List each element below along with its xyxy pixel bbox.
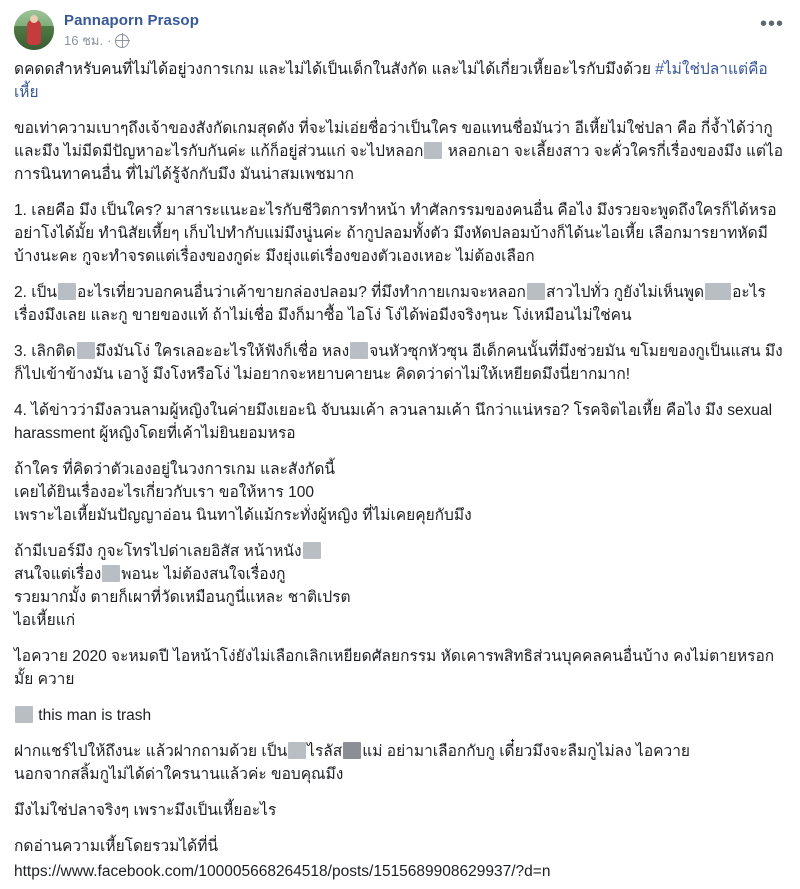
author-name[interactable]: Pannaporn Prasop (64, 12, 199, 29)
redaction-block (303, 542, 321, 559)
redaction-block (350, 342, 368, 359)
redaction-block (77, 342, 95, 359)
post-link[interactable]: https://www.facebook.com/100005668264518/posts/1515689908629937/?d=n (14, 863, 551, 880)
redaction-block (15, 706, 33, 723)
more-options-icon[interactable]: ••• (759, 13, 784, 35)
post-footer (14, 858, 786, 883)
post-paragraph: กดอ่านความเหี้ยโดยรวมได้ที่นี่ (14, 838, 219, 855)
post-paragraph: ถ้ามีเบอร์มึง กูจะโทรไปด่าเลยอิสัส หน้าหนัง สนใจแต่เรื่อง พอนะ ไม่ต้องสนใจเรื่องกู รวยมากมั้ง ตายก็เผาที่วัดเหมือนกูนี่แหละ ชาติเปรต ไอเหี้ยแก่ (14, 543, 351, 629)
avatar[interactable] (14, 10, 54, 50)
redaction-block (343, 742, 361, 759)
post-paragraph: 3. เลิกติด มึงมันโง่ ใครเลอะอะไรให้ฟังก็เชื่อ หลง จนหัวซุกหัวซุน อีเด็กคนนั้นที่มึงช่วยมัน ขโมยของกูเป็นแสน มึงก็ไปเข้าข้างมัน เอางู้ มึงโงหรือโง่ ไม่อยากจะหยาบคายนะ คิดดว่าด่าไม่ให้เหยียดมึงนี่ยากมาก! (14, 343, 783, 383)
author-block (64, 10, 199, 49)
post-paragraph: ดคดดสำหรับคนที่ไม่ได้อยู่วงการเกม และไม่ได้เป็นเด็กในสังกัด และไม่ได้เกี่ยวเหี้ยอะไรกับมึงด้วย #ไม่ใช่ปลาแต่คือเหี้ย (14, 61, 768, 101)
hashtag-link[interactable]: #ไม่ใช่ปลาแต่คือเหี้ย (14, 61, 768, 101)
post-paragraph: 4. ได้ข่าวว่ามึงลวนลามผู้หญิงในค่ายมึงเยอะนิ จับนมเค้า ลวนลามเค้า นึกว่าแน่หรอ? โรคจิตไอเหี้ย คือไง มึง sexual harassment ผู้หญิงโดยที่เค้าไม่ยินยอมหรอ (14, 402, 773, 442)
post-paragraph: ไอควาย 2020 จะหมดปี ไอหน้าโง่ยังไม่เลือกเลิกเหยียดศัลยกรรม หัดเคารพสิทธิส่วนบุคคลคนอื่นบ้าง คงไม่ตายหรอกมั้ย ควาย (14, 648, 775, 688)
post-paragraph: ถ้าใคร ที่คิดว่าตัวเองอยู่ในวงการเกม และสังกัดนี้ เคยได้ยินเรื่องอะไรเกี่ยวกับเรา ขอให้หาร 100 เพราะไอเหี้ยมันปัญญาอ่อน นินทาได้แม้กระทั่งผู้หญิง ที่ไม่เคยคุยกับมึง (14, 461, 472, 524)
post-paragraph: 2. เป็น อะไรเที่ยวบอกคนอื่นว่าเค้าขายกล่องปลอม? ที่มึงทำกายเกมจะหลอก สาวไปทั่ว กูยังไม่เห็นพูด อะไรเรื่องมึงเลย และกู ขายของแท้ ถ้าไม่เชื่อ มึงก็มาซื้อ ไอโง่ โง่ได้พ่อมีงจริงๆนะ โง่เหมือนไม่ใช่คน (14, 284, 766, 324)
redaction-block (102, 565, 120, 582)
post-meta (64, 32, 199, 49)
redaction-block (58, 283, 76, 300)
redaction-block (705, 283, 731, 300)
meta-separator: · (107, 33, 112, 48)
post-body (14, 58, 786, 858)
redaction-block (424, 142, 442, 159)
redaction-block (527, 283, 545, 300)
post-paragraph: มึงไม่ใช่ปลาจริงๆ เพราะมึงเป็นเหี้ยอะไร (14, 802, 277, 819)
post-header (14, 10, 786, 50)
redaction-block (288, 742, 306, 759)
post-paragraph: this man is trash (14, 704, 786, 727)
post-paragraph: ฝากแชร์ไปให้ถึงนะ แล้วฝากถามด้วย เป็น ไรลัส แม่ อย่ามาเลือกกับกู เดี๋ยวมึงจะลืมกูไม่ลง ไอควาย นอกจากสลิ้มกูไม่ได้ด่าใครนานแล้วค่ะ ขอบคุณมึง (14, 743, 690, 783)
post-paragraph: ขอเท่าความเบาๆถึงเจ้าของสังกัดเกมสุดดัง ที่จะไม่เอ่ยชื่อว่าเป็นใคร ขอแทนชื่อมันว่า อีเหี้ยไม่ใช่ปลา คือ กี่จ้ำได้ว่ากู และมึง ไม่มีดมีปัญหาอะไรกับกันค่ะ แก้ก็อยู่ส่วนแก่ จะไปหลอก หลอกเอา จะเลี้ยงสาว จะคั่วใครกี่เรื่องของมึง แต่ไอการนินทาคนอื่น ที่ไม่ได้รู้จักกับมึง มันน่าสมเพชมาก (14, 120, 784, 183)
globe-icon[interactable] (115, 34, 129, 48)
post-timestamp[interactable]: 16 ชม. (64, 33, 104, 48)
avatar-head (30, 15, 38, 23)
post-paragraph: 1. เลยคือ มึง เป็นใคร? มาสาระแนะอะไรกับชีวิตการทำหน้า ทำศัลกรรมของคนอื่น คือไง มึงรวยจะพูดถึงใครก็ได้หรอ อย่าโงได้มั้ย ทำนิสัยเหี้ยๆ เก็บไปทำกับแม่มึงนู่นค่ะ ถ้ากูปลอมทั้งตัว มึงหัดปลอมบ้างก็ได้นะไอเหี้ย เลือกมารยาทหัดมีบ้างนะคะ กูจะทำจรดแต่เรื่องของกูด่ะ มึงยุ่งแต่เรื่องของตัวเองเหอะ ไม่ต้องเลือก (14, 202, 777, 265)
